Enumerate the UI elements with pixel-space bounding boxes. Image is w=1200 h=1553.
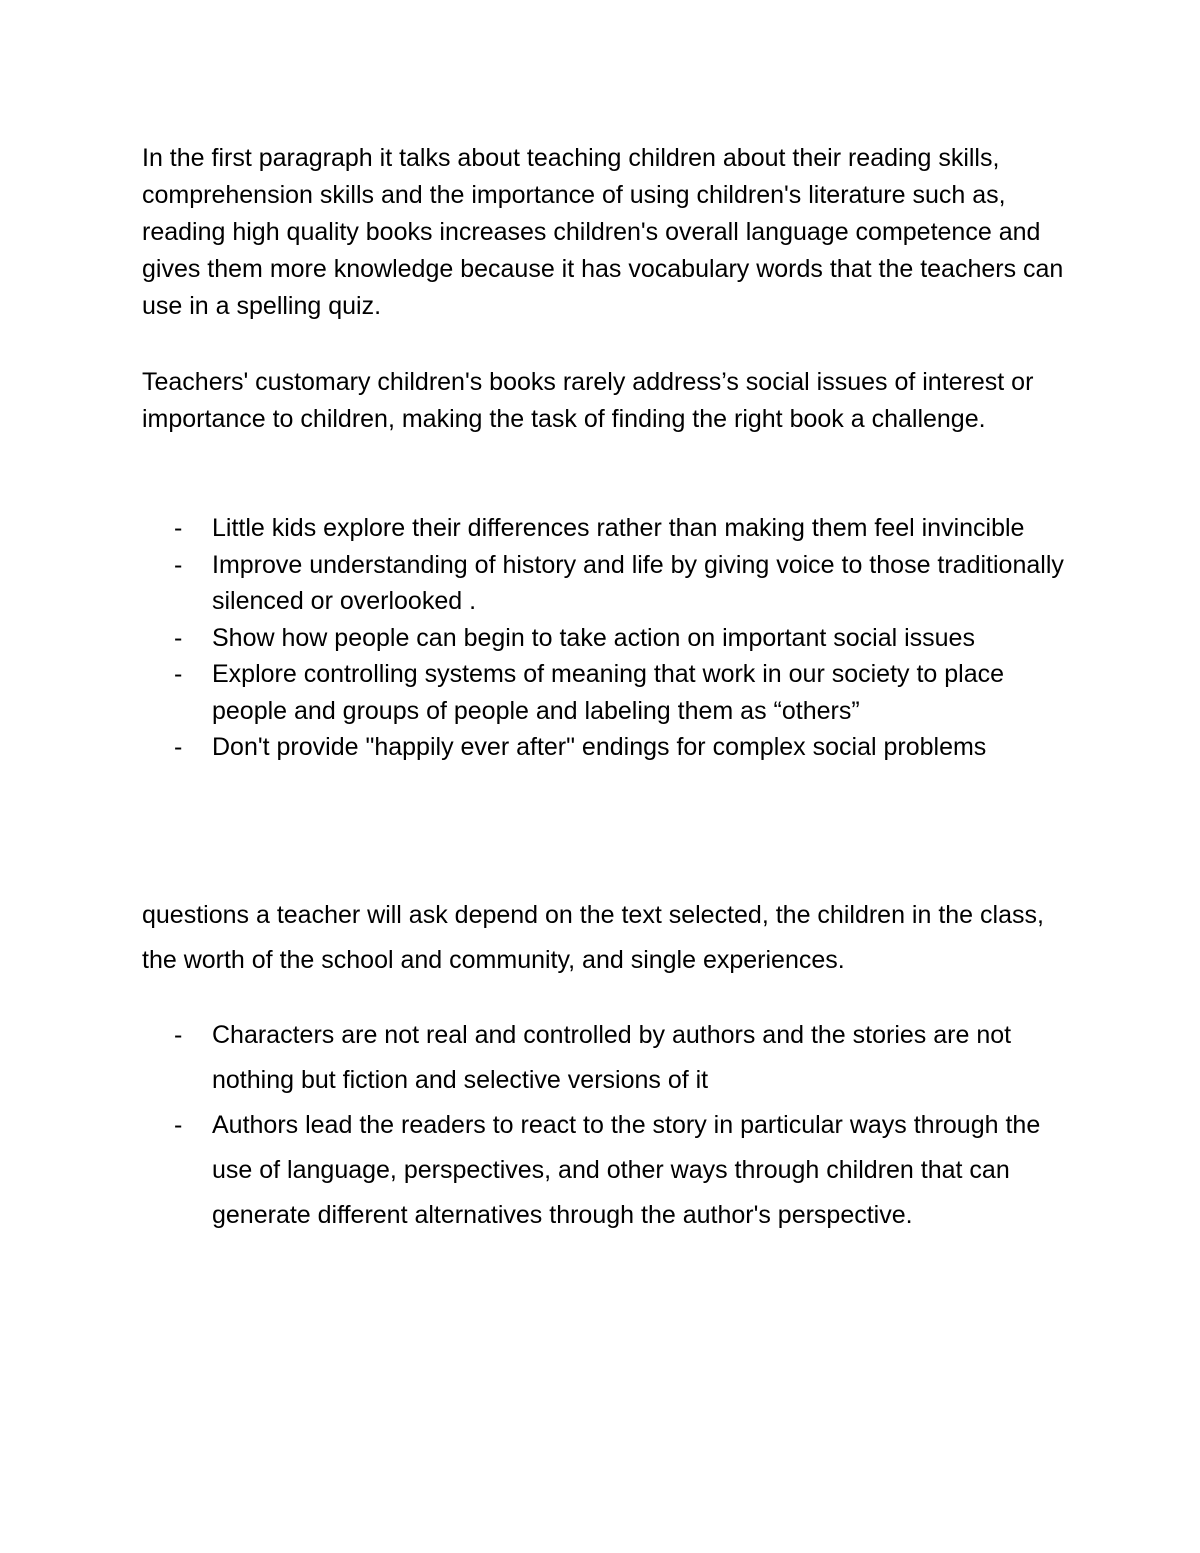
list-item [142,1013,1082,1103]
bullet-list-1 [142,510,1082,766]
bullet-dash: - [174,733,183,761]
list-item-text: Show how people can begin to take action on important social issues [212,623,975,652]
list-item [142,656,1082,729]
list-item [142,729,1082,766]
intro-paragraph: In the first paragraph it talks about teaching children about their reading skills, comprehension skills and the importance of using children's literature such as, reading high quality books increases children's overall language competence and gives them more knowledge because it has vocabulary words that the teachers can use in a spelling quiz. [142,144,1064,320]
list-item-text: Don't provide "happily ever after" endings for complex social problems [212,733,987,761]
teachers-paragraph: Teachers' customary children's books rarely address’s social issues of interest or importance to children, making the task of finding the right book a challenge. [142,368,1034,433]
bullet-dash: - [174,1111,183,1139]
list-item-text: Characters are not real and controlled by authors and the stories are not nothing but fiction and selective versions of it [212,1021,1012,1094]
bullet-dash: - [174,1021,183,1049]
bullet-dash: - [174,623,183,652]
list-item [142,620,1082,657]
list-item-text: Explore controlling systems of meaning that work in our society to place people and groups of people and labeling them as “others” [212,660,1005,725]
list-item-text: Little kids explore their differences rather than making them feel invincible [212,514,1025,542]
list-item-text: Improve understanding of history and life by giving voice to those traditionally silenced or overlooked . [212,550,1064,615]
bullet-list-2 [142,1013,1082,1238]
list-item [142,547,1082,620]
bullet-dash: - [174,514,183,542]
questions-paragraph: questions a teacher will ask depend on the text selected, the children in the class, the worth of the school and community, and single experiences. [142,901,1044,974]
bullet-dash: - [174,550,183,579]
list-item-text: Authors lead the readers to react to the story in particular ways through the use of language, perspectives, and other ways through children that can generate different alternatives through the author's perspective. [212,1111,1041,1229]
list-item [142,510,1082,547]
bullet-dash: - [174,660,183,688]
list-item [142,1103,1082,1238]
